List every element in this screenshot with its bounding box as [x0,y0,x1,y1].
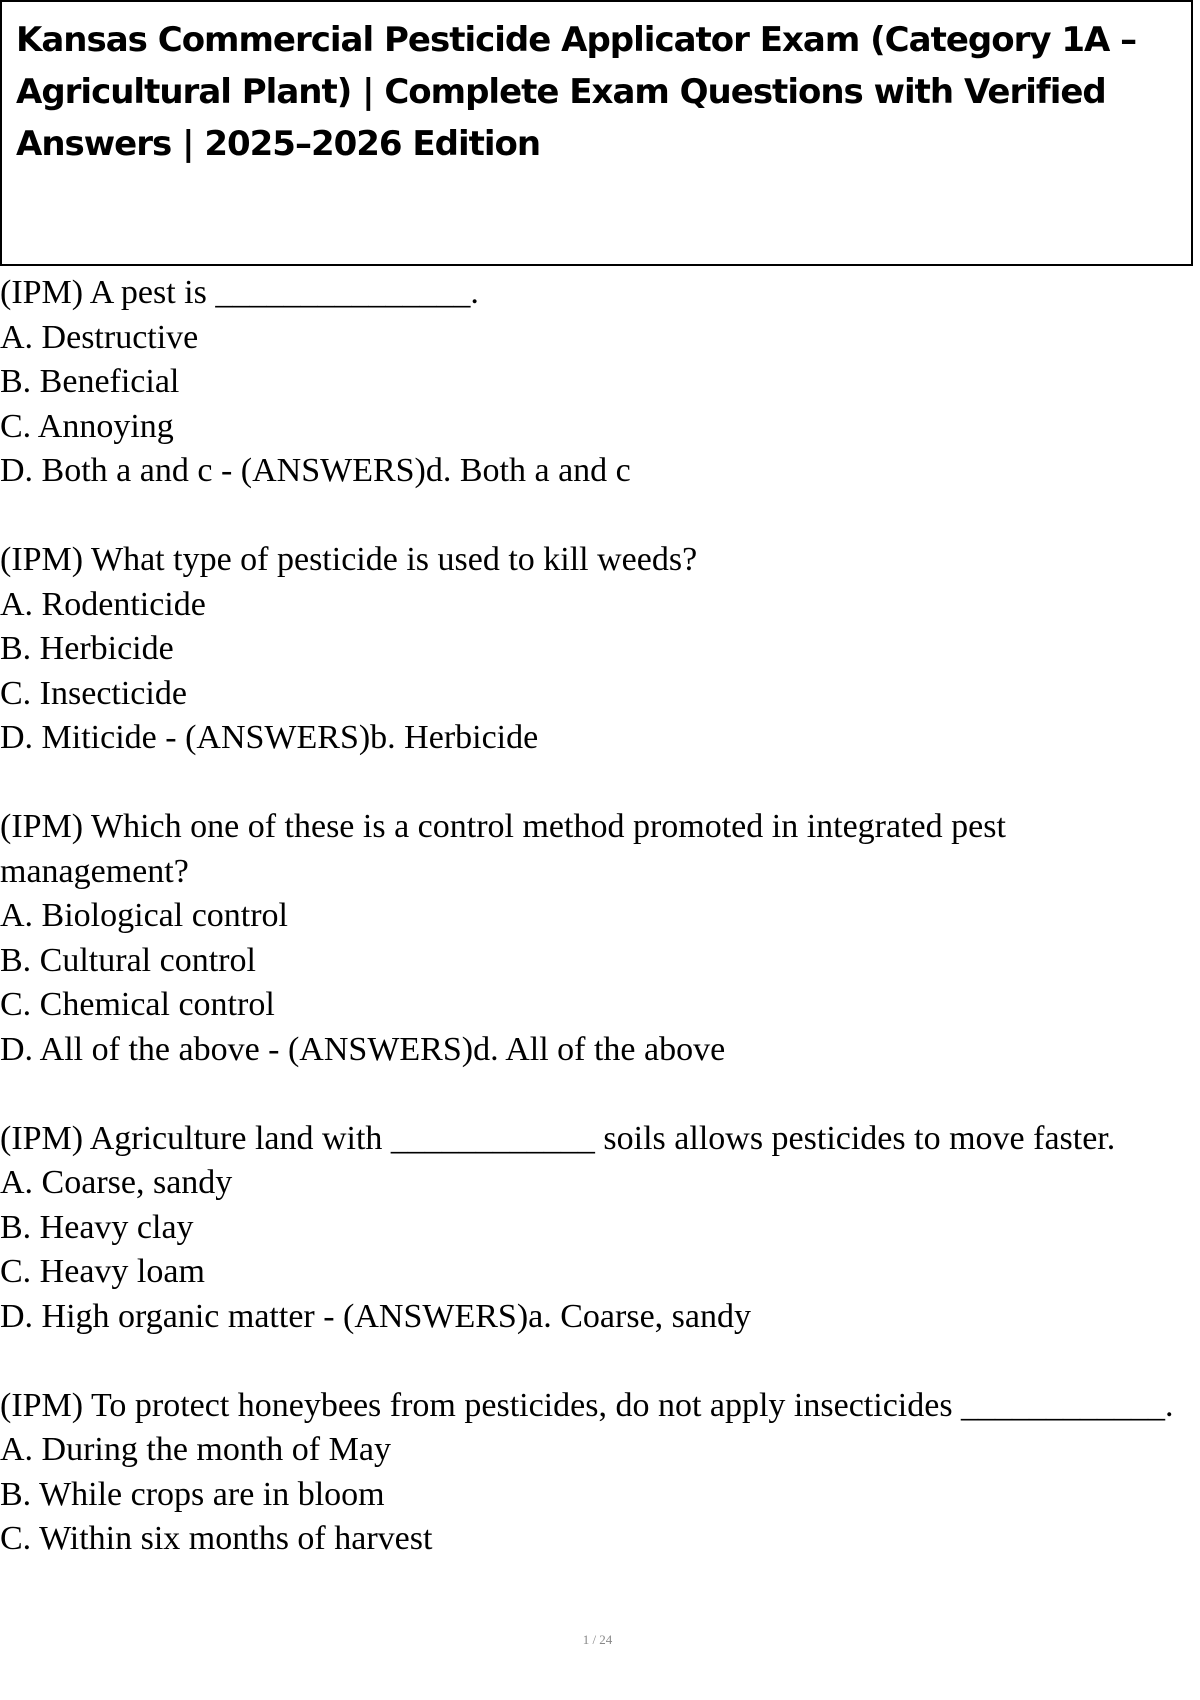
answer-option: D. High organic matter - (ANSWERS)a. Coarse, sandy [0,1297,751,1335]
question-stem: (IPM) To protect honeybees from pesticides, do not apply insecticides ____________. [0,1386,1174,1424]
answer-option: D. Miticide - (ANSWERS)b. Herbicide [0,719,539,756]
answer-option: D. All of the above - (ANSWERS)d. All of the above [0,1030,726,1068]
question-2 [0,538,1195,761]
answer-option: A. Rodenticide [0,585,206,623]
question-stem: (IPM) What type of pesticide is used to kill weeds? [0,541,698,578]
answer-option: A. Destructive [0,318,199,356]
document-title: Kansas Commercial Pesticide Applicator Exam (Category 1A – Agricultural Plant) | Complete Exam Questions with Verified Answers | 2025–2026 Edition [16,20,1137,164]
question-stem: (IPM) Which one of these is a control method promoted in integrated pest management? [0,808,1006,890]
answer-option: C. Annoying [0,407,174,445]
question-list [0,271,1195,1606]
question-stem: (IPM) A pest is _______________. [0,274,479,311]
answer-option: B. Cultural control [0,941,256,979]
answer-option: C. Chemical control [0,986,275,1023]
question-3 [0,805,1195,1072]
answer-option: A. During the month of May [0,1431,391,1468]
answer-option: A. Coarse, sandy [0,1164,233,1201]
answer-option: A. Biological control [0,897,289,934]
question-5 [0,1384,1195,1562]
answer-option: C. Insecticide [0,674,187,712]
question-4 [0,1117,1195,1340]
question-1 [0,271,1195,494]
answer-option: D. Both a and c - (ANSWERS)d. Both a and c [0,452,631,489]
answer-option: C. Heavy loam [0,1253,205,1290]
answer-option: B. While crops are in bloom [0,1475,385,1513]
page-indicator: 1 / 24 [582,1632,613,1647]
document-title-box [0,0,1193,266]
answer-option: B. Beneficial [0,363,180,400]
question-stem: (IPM) Agriculture land with ____________ soils allows pesticides to move faster. [0,1119,1116,1157]
answer-option: B. Heavy clay [0,1208,194,1246]
answer-option: B. Herbicide [0,630,174,667]
answer-option: C. Within six months of harvest [0,1520,433,1557]
